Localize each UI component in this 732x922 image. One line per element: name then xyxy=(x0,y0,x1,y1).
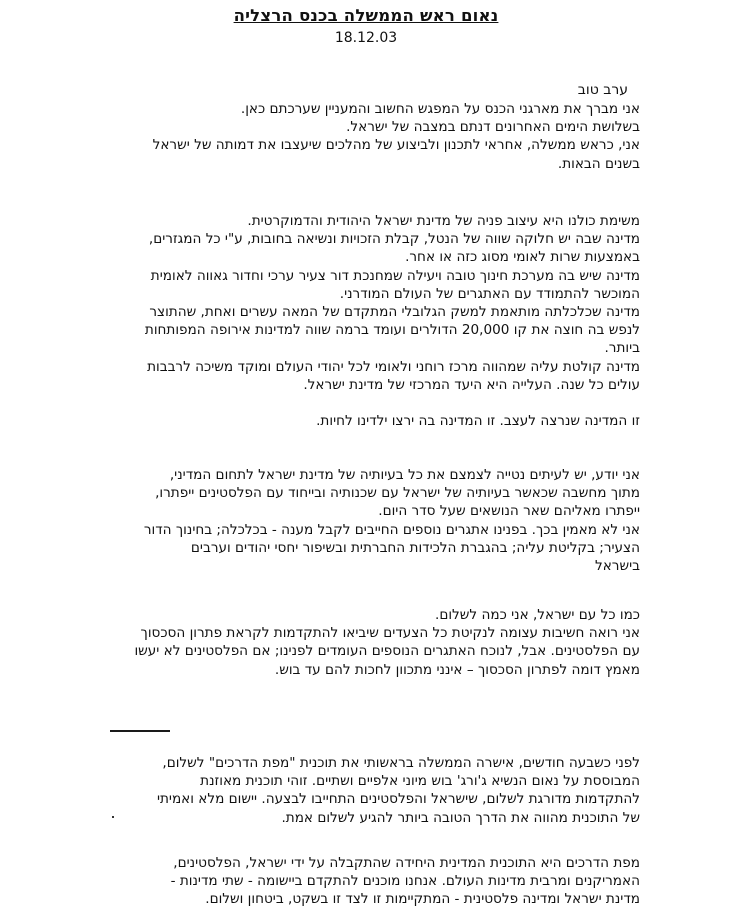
text-line: האמריקנים ומרבית מדינות העולם. אנחנו מוכנים להתקדם ביישומה - שתי מדינות - xyxy=(170,873,640,890)
text-line: כמו כל עם ישראל, אני כמה לשלום. xyxy=(435,607,640,623)
text-line: מפת הדרכים היא התוכנית המדינית היחידה שהתקבלה על ידי ישראל, הפלסטינים, xyxy=(173,855,640,871)
document-date: 18.12.03 xyxy=(334,30,398,46)
text-line: בישראל xyxy=(594,557,640,574)
text-line: באמצעות שרות לאומי מסוג כזה או אחר. xyxy=(405,249,640,266)
text-line: אני מברך את מארגני הכנס על המפגש החשוב והמעניין שערכתם כאן. xyxy=(240,101,640,117)
text-line: עולים כל שנה. העלייה היא היעד המרכזי של מדינת ישראל. xyxy=(303,376,640,393)
text-line: אני יודע, יש לעיתים נטייה לצמצם את כל בעיותיה של מדינת ישראל לתחום המדיני, xyxy=(169,467,640,483)
paragraph-roadmap xyxy=(38,754,640,827)
greeting: ערב טוב xyxy=(577,82,628,98)
text-line: בשנים הבאות. xyxy=(557,155,640,172)
paragraph-roadmap-plan xyxy=(38,854,640,909)
text-line: עם הפלסטינים. אבל, לנוכח האתגרים הנוספים העומדים לפנינו; אם הפלסטינים לא יעשו xyxy=(134,643,640,660)
paragraph-vision xyxy=(38,212,640,394)
text-line: הצעיר; בקליטת עליה; בהגברת הלכידות החברתית ובשיפור יחסי יהודים וערבים xyxy=(190,539,640,556)
text-line: לנפש בה חוצה את קו 20,000 הדולרים ועומד ברמה שווה למדינות אירופה המפותחות xyxy=(144,322,640,339)
section-divider xyxy=(110,730,170,732)
text-line: מדינה שבה יש חלוקה שווה של הנטל, קבלת הזכויות ונשיאה בחובות, ע"י כל המגזרים, xyxy=(148,231,640,248)
text-line: ייפתרו מאליהם שאר הנושאים שעל סדר היום. xyxy=(378,503,640,520)
text-line: מדינת ישראל ומדינה פלסטינית - המתקיימות זו לצד זו בשקט, ביטחון ושלום. xyxy=(205,891,640,908)
paragraph-statement xyxy=(38,412,640,430)
text-line: בשלושת הימים האחרונים דנתם במצבה של ישראל. xyxy=(346,119,640,136)
text-line: המבוססת על נאום הנשיא ג'ורג' בוש מיוני אלפיים ושתיים. זוהי תוכנית מאוזנת xyxy=(200,773,640,790)
text-line: המוכשר להתמודד עם האתגרים של העולם המודרני. xyxy=(339,285,640,302)
text-line: משימת כולנו היא עיצוב פניה של מדינת ישראל היהודית והדמוקרטית. xyxy=(247,213,640,229)
text-line: אני, כראש ממשלה, אחראי לתכנון ולביצוע של מהלכים שיעצבו את דמותה של ישראל xyxy=(152,137,640,154)
scan-speck xyxy=(112,816,114,818)
paragraph-opening xyxy=(38,100,640,173)
paragraph-peace xyxy=(38,606,640,679)
text-line: זו המדינה שנרצה לעצב. זו המדינה בה ירצו ילדינו לחיות. xyxy=(316,413,640,429)
text-line: להתקדמות מדורגת לשלום, שישראל והפלסטינים התחייבו לבצעה. יישום מלא ואמיתי xyxy=(156,791,640,808)
document-title: נאום ראש הממשלה בכנס הרצליה xyxy=(233,6,499,25)
paragraph-challenges xyxy=(38,466,640,575)
text-line: לפני כשבעה חודשים, אישרה הממשלה בראשותי את תוכנית "מפת הדרכים" לשלום, xyxy=(162,755,640,771)
text-line: מדינה שכלכלתה מותאמת למשק הגלובלי המתקדם של המאה עשרים ואחת, שהתוצר xyxy=(149,303,640,320)
text-line: ביותר. xyxy=(604,340,640,357)
text-line: מדינה קולטת עליה שמהווה מרכז רוחני ולאומי לכל יהודי העולם ומוקד משיכה לרבבות xyxy=(147,358,640,375)
text-line: מדינה שיש בה מערכת חינוך טובה ויעילה שמחנכת דור צעיר ערכי וחדור גאווה לאומית xyxy=(150,267,640,284)
text-line: אני רואה חשיבות עצומה לנקיטת כל הצעדים שיביאו להתקדמות לקראת פתרון הסכסוך xyxy=(140,625,640,642)
text-line: מאמץ דומה לפתרון הסכסוך – אינני מתכוון לחכות להם עד בוש. xyxy=(274,661,640,678)
text-line: מתוך מחשבה שכאשר בעיותיה של ישראל עם שכנותיה ובייחוד עם הפלסטינים ייפתרו, xyxy=(155,485,640,502)
text-line: אני לא מאמין בכך. בפנינו אתגרים נוספים החייבים לקבל מענה - בכלכלה; בחינוך הדור xyxy=(143,521,640,538)
text-line: של התוכנית מהווה את הדרך הטובה ביותר להגיע לשלום אמת. xyxy=(281,809,640,826)
